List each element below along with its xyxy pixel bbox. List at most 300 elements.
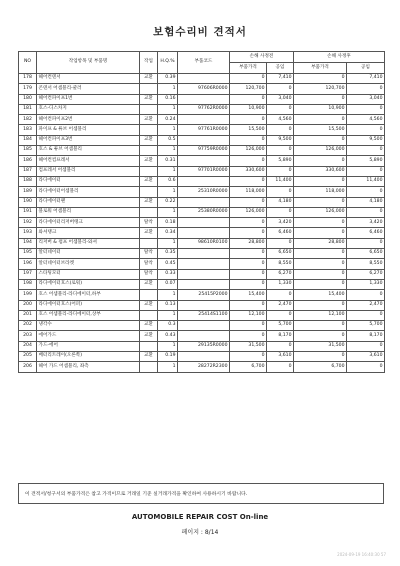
row-no: 204 xyxy=(19,341,37,351)
row-after-parts-price: 15,500 xyxy=(294,125,347,135)
row-before-labor: 0 xyxy=(267,310,294,320)
table-row xyxy=(19,321,385,331)
row-no: 193 xyxy=(19,228,37,238)
row-work-type: 교환 xyxy=(140,176,158,186)
table-row xyxy=(19,176,385,186)
row-no: 178 xyxy=(19,74,37,84)
row-before-labor: 0 xyxy=(267,104,294,114)
row-part-code xyxy=(178,115,230,125)
row-hours: 1 xyxy=(158,146,178,156)
header-work: 작업 xyxy=(140,52,158,74)
row-no: 190 xyxy=(19,197,37,207)
row-no: 181 xyxy=(19,104,37,114)
row-before-labor: 6,460 xyxy=(267,228,294,238)
row-after-parts-price: 0 xyxy=(294,249,347,259)
row-no: 179 xyxy=(19,84,37,94)
table-row xyxy=(19,249,385,259)
row-part-code xyxy=(178,249,230,259)
row-after-parts-price: 0 xyxy=(294,300,347,310)
row-after-parts-price: 0 xyxy=(294,135,347,145)
row-item-name: 배터리트레이(오른쪽) xyxy=(37,352,140,362)
row-part-code xyxy=(178,156,230,166)
row-no: 188 xyxy=(19,176,37,186)
row-after-parts-price: 31,500 xyxy=(294,341,347,351)
row-after-labor: 0 xyxy=(347,146,385,156)
row-before-labor: 6,650 xyxy=(267,249,294,259)
row-work-type xyxy=(140,146,158,156)
row-after-parts-price: 0 xyxy=(294,218,347,228)
row-part-code: 97761R0000 xyxy=(178,125,230,135)
row-before-parts-price: 118,000 xyxy=(230,187,267,197)
row-no: 198 xyxy=(19,279,37,289)
row-work-type xyxy=(140,341,158,351)
row-work-type: 교환 xyxy=(140,74,158,84)
table-row xyxy=(19,84,385,94)
row-hours: 1 xyxy=(158,207,178,217)
row-work-type xyxy=(140,187,158,197)
row-after-parts-price: 0 xyxy=(294,197,347,207)
table-row xyxy=(19,156,385,166)
row-item-name: 알터네이터브라켓 xyxy=(37,259,140,269)
row-part-code xyxy=(178,94,230,104)
row-before-labor: 0 xyxy=(267,166,294,176)
row-item-name: 헤어 가드 어셈블리, 좌측 xyxy=(37,362,140,372)
table-row xyxy=(19,310,385,320)
row-work-type xyxy=(140,207,158,217)
row-before-labor: 6,270 xyxy=(267,269,294,279)
table-row xyxy=(19,218,385,228)
row-work-type xyxy=(140,125,158,135)
row-hours: 1 xyxy=(158,238,178,248)
row-hours: 0.18 xyxy=(158,218,178,228)
row-part-code: 25310R0000 xyxy=(178,187,230,197)
header-before-parts-price: 부품가격 xyxy=(230,63,267,74)
row-after-parts-price: 10,900 xyxy=(294,104,347,114)
row-after-labor: 0 xyxy=(347,84,385,94)
row-no: 183 xyxy=(19,125,37,135)
row-item-name: 헤어컨덴서 xyxy=(37,74,140,84)
row-after-labor: 7,410 xyxy=(347,74,385,84)
header-no: NO xyxy=(19,52,37,74)
row-work-type xyxy=(140,238,158,248)
row-before-parts-price: 31,500 xyxy=(230,341,267,351)
row-no: 196 xyxy=(19,259,37,269)
row-item-name: 컴프레서 어셈블리 xyxy=(37,166,140,176)
row-after-parts-price: 0 xyxy=(294,321,347,331)
row-no: 194 xyxy=(19,238,37,248)
table-row xyxy=(19,104,385,114)
row-after-parts-price: 0 xyxy=(294,259,347,269)
row-item-name: 라디에이터어셈블리 xyxy=(37,187,140,197)
table-row xyxy=(19,331,385,341)
row-before-parts-price: 15,500 xyxy=(230,125,267,135)
row-before-parts-price: 126,000 xyxy=(230,146,267,156)
row-before-parts-price: 126,000 xyxy=(230,207,267,217)
row-after-labor: 0 xyxy=(347,362,385,372)
row-before-labor: 5,700 xyxy=(267,321,294,331)
row-no: 199 xyxy=(19,290,37,300)
row-work-type: 교환 xyxy=(140,300,158,310)
row-after-parts-price: 126,000 xyxy=(294,207,347,217)
row-before-parts-price: 0 xyxy=(230,156,267,166)
row-hours: 0.13 xyxy=(158,300,178,310)
row-item-name: 콘덴서 어셈블리-쿨러 xyxy=(37,84,140,94)
row-part-code xyxy=(178,218,230,228)
table-row xyxy=(19,94,385,104)
row-after-labor: 0 xyxy=(347,187,385,197)
row-hours: 0.16 xyxy=(158,94,178,104)
table-row xyxy=(19,115,385,125)
row-no: 197 xyxy=(19,269,37,279)
row-hours: 0.6 xyxy=(158,176,178,186)
row-hours: 1 xyxy=(158,362,178,372)
row-before-labor: 4,180 xyxy=(267,197,294,207)
row-after-labor: 3,040 xyxy=(347,94,385,104)
table-row xyxy=(19,197,385,207)
row-part-code xyxy=(178,300,230,310)
row-part-code xyxy=(178,228,230,238)
row-part-code xyxy=(178,279,230,289)
table-header xyxy=(19,52,385,74)
row-after-parts-price: 0 xyxy=(294,94,347,104)
row-hours: 0.35 xyxy=(158,249,178,259)
row-before-parts-price: 0 xyxy=(230,176,267,186)
row-before-parts-price: 0 xyxy=(230,269,267,279)
row-hours: 0.43 xyxy=(158,331,178,341)
row-no: 191 xyxy=(19,207,37,217)
row-after-labor: 5,700 xyxy=(347,321,385,331)
row-before-parts-price: 0 xyxy=(230,331,267,341)
row-item-name: 가드-에어 xyxy=(37,341,140,351)
row-after-parts-price: 6,700 xyxy=(294,362,347,372)
row-after-parts-price: 15,400 xyxy=(294,290,347,300)
row-work-type: 탈착 xyxy=(140,249,158,259)
row-after-parts-price: 0 xyxy=(294,269,347,279)
row-before-parts-price: 0 xyxy=(230,218,267,228)
table-row xyxy=(19,238,385,248)
row-hours: 1 xyxy=(158,84,178,94)
header-hours: H.Q.% xyxy=(158,52,178,74)
row-part-code xyxy=(178,176,230,186)
row-part-code xyxy=(178,321,230,331)
row-before-parts-price: 0 xyxy=(230,300,267,310)
row-before-parts-price: 6,700 xyxy=(230,362,267,372)
row-after-parts-price: 0 xyxy=(294,115,347,125)
row-after-parts-price: 0 xyxy=(294,156,347,166)
row-part-code: 97701R0000 xyxy=(178,166,230,176)
row-item-name: 헤어컨파이프2번 xyxy=(37,115,140,125)
row-after-parts-price: 0 xyxy=(294,279,347,289)
row-no: 200 xyxy=(19,300,37,310)
row-part-code: 28272R2300 xyxy=(178,362,230,372)
row-work-type xyxy=(140,310,158,320)
estimate-table xyxy=(18,51,385,373)
row-item-name: 라디에이터호스(어퍼) xyxy=(37,300,140,310)
row-after-labor: 0 xyxy=(347,125,385,135)
table-row xyxy=(19,352,385,362)
row-after-labor: 4,560 xyxy=(347,115,385,125)
document-title: 보험수리비 견적서 xyxy=(153,26,247,38)
row-before-labor: 0 xyxy=(267,362,294,372)
table-body xyxy=(19,74,385,373)
row-hours: 0.34 xyxy=(158,228,178,238)
row-before-parts-price: 0 xyxy=(230,74,267,84)
row-after-labor: 2,470 xyxy=(347,300,385,310)
header-before-labor: 공임 xyxy=(267,63,294,74)
row-after-parts-price: 126,000 xyxy=(294,146,347,156)
table-row xyxy=(19,362,385,372)
row-item-name: 호스 어셈블리-라디에이터,상부 xyxy=(37,310,140,320)
row-before-labor: 3,040 xyxy=(267,94,294,104)
row-hours: 0.19 xyxy=(158,352,178,362)
row-part-code: 29135R0000 xyxy=(178,341,230,351)
row-work-type xyxy=(140,84,158,94)
row-before-labor: 2,470 xyxy=(267,300,294,310)
row-after-parts-price: 120,700 xyxy=(294,84,347,94)
row-before-labor: 0 xyxy=(267,187,294,197)
row-item-name: 호스-디스차지 xyxy=(37,104,140,114)
row-item-name: 헤어컨컴프레서 xyxy=(37,156,140,166)
row-part-code xyxy=(178,135,230,145)
row-no: 182 xyxy=(19,115,37,125)
row-part-code xyxy=(178,352,230,362)
row-before-parts-price: 0 xyxy=(230,197,267,207)
row-before-labor: 5,890 xyxy=(267,156,294,166)
row-item-name: 파이프 & 튜브 어셈블리 xyxy=(37,125,140,135)
price-notice: 이 견적서/청구서의 부품가격은 참고 가격이므로 거래일 기준 실거래가격을 확인하여 사용하시기 바랍니다. xyxy=(18,483,384,504)
row-hours: 1 xyxy=(158,166,178,176)
row-no: 184 xyxy=(19,135,37,145)
print-timestamp: 2024-09-19 16:40:30 57 xyxy=(337,552,386,557)
row-work-type: 교환 xyxy=(140,156,158,166)
header-after-parts-price: 부품가격 xyxy=(294,63,347,74)
row-item-name: 호스 & 튜브 어셈블리 xyxy=(37,146,140,156)
header-item: 작업항목 및 부품명 xyxy=(37,52,140,74)
row-before-parts-price: 0 xyxy=(230,249,267,259)
row-before-labor: 1,330 xyxy=(267,279,294,289)
row-after-labor: 0 xyxy=(347,310,385,320)
table-row xyxy=(19,300,385,310)
row-item-name: 라디에이터팬 xyxy=(37,197,140,207)
row-work-type xyxy=(140,362,158,372)
row-hours: 1 xyxy=(158,125,178,135)
row-before-labor: 7,410 xyxy=(267,74,294,84)
row-before-labor: 0 xyxy=(267,146,294,156)
row-work-type: 탈착 xyxy=(140,218,158,228)
row-work-type: 교환 xyxy=(140,331,158,341)
row-item-name: 에어가드 xyxy=(37,331,140,341)
row-before-parts-price: 0 xyxy=(230,228,267,238)
row-before-labor: 8,170 xyxy=(267,331,294,341)
row-before-parts-price: 10,900 xyxy=(230,104,267,114)
row-item-name: 호스 어셈블리-라디에이터,하부 xyxy=(37,290,140,300)
row-after-labor: 9,500 xyxy=(347,135,385,145)
row-before-parts-price: 0 xyxy=(230,259,267,269)
row-before-parts-price: 0 xyxy=(230,321,267,331)
row-part-code: 25415P2000 xyxy=(178,290,230,300)
table-row xyxy=(19,269,385,279)
row-before-parts-price: 15,400 xyxy=(230,290,267,300)
row-hours: 0.31 xyxy=(158,156,178,166)
row-work-type: 탈착 xyxy=(140,259,158,269)
row-work-type xyxy=(140,166,158,176)
row-after-labor: 3,610 xyxy=(347,352,385,362)
row-before-labor: 0 xyxy=(267,290,294,300)
row-hours: 0.07 xyxy=(158,279,178,289)
row-no: 186 xyxy=(19,156,37,166)
row-hours: 1 xyxy=(158,341,178,351)
row-before-parts-price: 330,600 xyxy=(230,166,267,176)
row-work-type: 교환 xyxy=(140,115,158,125)
table-row xyxy=(19,259,385,269)
row-after-parts-price: 330,600 xyxy=(294,166,347,176)
row-after-labor: 5,890 xyxy=(347,156,385,166)
row-before-parts-price: 0 xyxy=(230,94,267,104)
row-before-labor: 11,400 xyxy=(267,176,294,186)
row-after-parts-price: 0 xyxy=(294,352,347,362)
row-work-type: 교환 xyxy=(140,135,158,145)
row-hours: 0.24 xyxy=(158,115,178,125)
row-no: 203 xyxy=(19,331,37,341)
row-item-name: 와셔탱크 xyxy=(37,228,140,238)
row-after-parts-price: 28,800 xyxy=(294,238,347,248)
row-after-labor: 3,420 xyxy=(347,218,385,228)
row-after-parts-price: 12,100 xyxy=(294,310,347,320)
table-row xyxy=(19,187,385,197)
row-hours: 0.22 xyxy=(158,197,178,207)
row-hours: 1 xyxy=(158,290,178,300)
row-no: 206 xyxy=(19,362,37,372)
row-before-parts-price: 0 xyxy=(230,135,267,145)
row-work-type: 교환 xyxy=(140,321,158,331)
table-row xyxy=(19,135,385,145)
row-part-code xyxy=(178,331,230,341)
row-part-code xyxy=(178,269,230,279)
row-item-name: 냉각수 xyxy=(37,321,140,331)
row-before-labor: 4,560 xyxy=(267,115,294,125)
table-row xyxy=(19,146,385,156)
row-hours: 1 xyxy=(158,104,178,114)
row-work-type: 교환 xyxy=(140,279,158,289)
header-after-assessment: 손해 사정후 xyxy=(294,52,385,63)
row-after-labor: 0 xyxy=(347,104,385,114)
row-hours: 1 xyxy=(158,187,178,197)
row-part-code: 25414S1100 xyxy=(178,310,230,320)
row-part-code xyxy=(178,259,230,269)
header-part-code: 부품코드 xyxy=(178,52,230,74)
row-work-type: 교환 xyxy=(140,197,158,207)
row-after-labor: 6,270 xyxy=(347,269,385,279)
row-before-parts-price: 0 xyxy=(230,279,267,289)
table-row xyxy=(19,341,385,351)
row-item-name: 헤어컨파이프3번 xyxy=(37,135,140,145)
row-no: 195 xyxy=(19,249,37,259)
row-after-parts-price: 118,000 xyxy=(294,187,347,197)
row-no: 201 xyxy=(19,310,37,320)
row-work-type xyxy=(140,290,158,300)
header-after-labor: 공임 xyxy=(347,63,385,74)
row-no: 205 xyxy=(19,352,37,362)
row-no: 187 xyxy=(19,166,37,176)
row-no: 202 xyxy=(19,321,37,331)
row-after-parts-price: 0 xyxy=(294,331,347,341)
footer-title: AUTOMOBILE REPAIR COST On-line xyxy=(131,513,269,521)
row-before-labor: 0 xyxy=(267,84,294,94)
row-no: 185 xyxy=(19,146,37,156)
table-row xyxy=(19,290,385,300)
row-after-labor: 0 xyxy=(347,290,385,300)
row-after-labor: 11,400 xyxy=(347,176,385,186)
row-part-code: 25380R0000 xyxy=(178,207,230,217)
row-hours: 0.45 xyxy=(158,259,178,269)
row-item-name: 헤어컨파이프1번 xyxy=(37,94,140,104)
row-after-labor: 6,460 xyxy=(347,228,385,238)
row-after-labor: 8,550 xyxy=(347,259,385,269)
row-before-labor: 0 xyxy=(267,207,294,217)
row-after-labor: 8,170 xyxy=(347,331,385,341)
row-hours: 0.5 xyxy=(158,135,178,145)
row-before-parts-price: 0 xyxy=(230,352,267,362)
table-row xyxy=(19,207,385,217)
row-before-parts-price: 0 xyxy=(230,115,267,125)
row-item-name: 알터네이터 xyxy=(37,249,140,259)
row-work-type: 교환 xyxy=(140,352,158,362)
table-row xyxy=(19,166,385,176)
row-item-name: 블로워 어셈블리 xyxy=(37,207,140,217)
table-row xyxy=(19,74,385,84)
row-hours: 1 xyxy=(158,310,178,320)
table-row xyxy=(19,228,385,238)
row-after-labor: 0 xyxy=(347,166,385,176)
row-after-labor: 0 xyxy=(347,238,385,248)
row-hours: 0.33 xyxy=(158,269,178,279)
row-after-labor: 4,180 xyxy=(347,197,385,207)
row-item-name: 스타팅모터 xyxy=(37,269,140,279)
row-before-parts-price: 12,100 xyxy=(230,310,267,320)
row-hours: 0.39 xyxy=(158,74,178,84)
row-after-parts-price: 0 xyxy=(294,176,347,186)
row-part-code xyxy=(178,197,230,207)
row-before-labor: 9,500 xyxy=(267,135,294,145)
row-part-code xyxy=(178,74,230,84)
row-before-labor: 0 xyxy=(267,238,294,248)
row-part-code: 97759R0000 xyxy=(178,146,230,156)
row-item-name: 리저버 & 펌프 어셈블리-와셔 xyxy=(37,238,140,248)
row-hours: 0.3 xyxy=(158,321,178,331)
row-no: 189 xyxy=(19,187,37,197)
row-before-labor: 3,610 xyxy=(267,352,294,362)
row-after-labor: 6,650 xyxy=(347,249,385,259)
row-after-labor: 0 xyxy=(347,341,385,351)
row-item-name: 라디에이터 xyxy=(37,176,140,186)
row-before-labor: 3,420 xyxy=(267,218,294,228)
row-before-parts-price: 28,800 xyxy=(230,238,267,248)
row-after-parts-price: 0 xyxy=(294,74,347,84)
row-after-labor: 0 xyxy=(347,207,385,217)
row-part-code: 97606R0000 xyxy=(178,84,230,94)
row-item-name: 라디에이터리저버탱크 xyxy=(37,218,140,228)
row-after-parts-price: 0 xyxy=(294,228,347,238)
row-work-type: 교환 xyxy=(140,228,158,238)
row-part-code: 98610R0100 xyxy=(178,238,230,248)
row-before-labor: 0 xyxy=(267,125,294,135)
row-before-parts-price: 120,700 xyxy=(230,84,267,94)
row-after-labor: 1,330 xyxy=(347,279,385,289)
page-number: 페이지 : 8/14 xyxy=(181,529,219,536)
table-row xyxy=(19,279,385,289)
row-before-labor: 0 xyxy=(267,341,294,351)
row-work-type: 탈착 xyxy=(140,269,158,279)
